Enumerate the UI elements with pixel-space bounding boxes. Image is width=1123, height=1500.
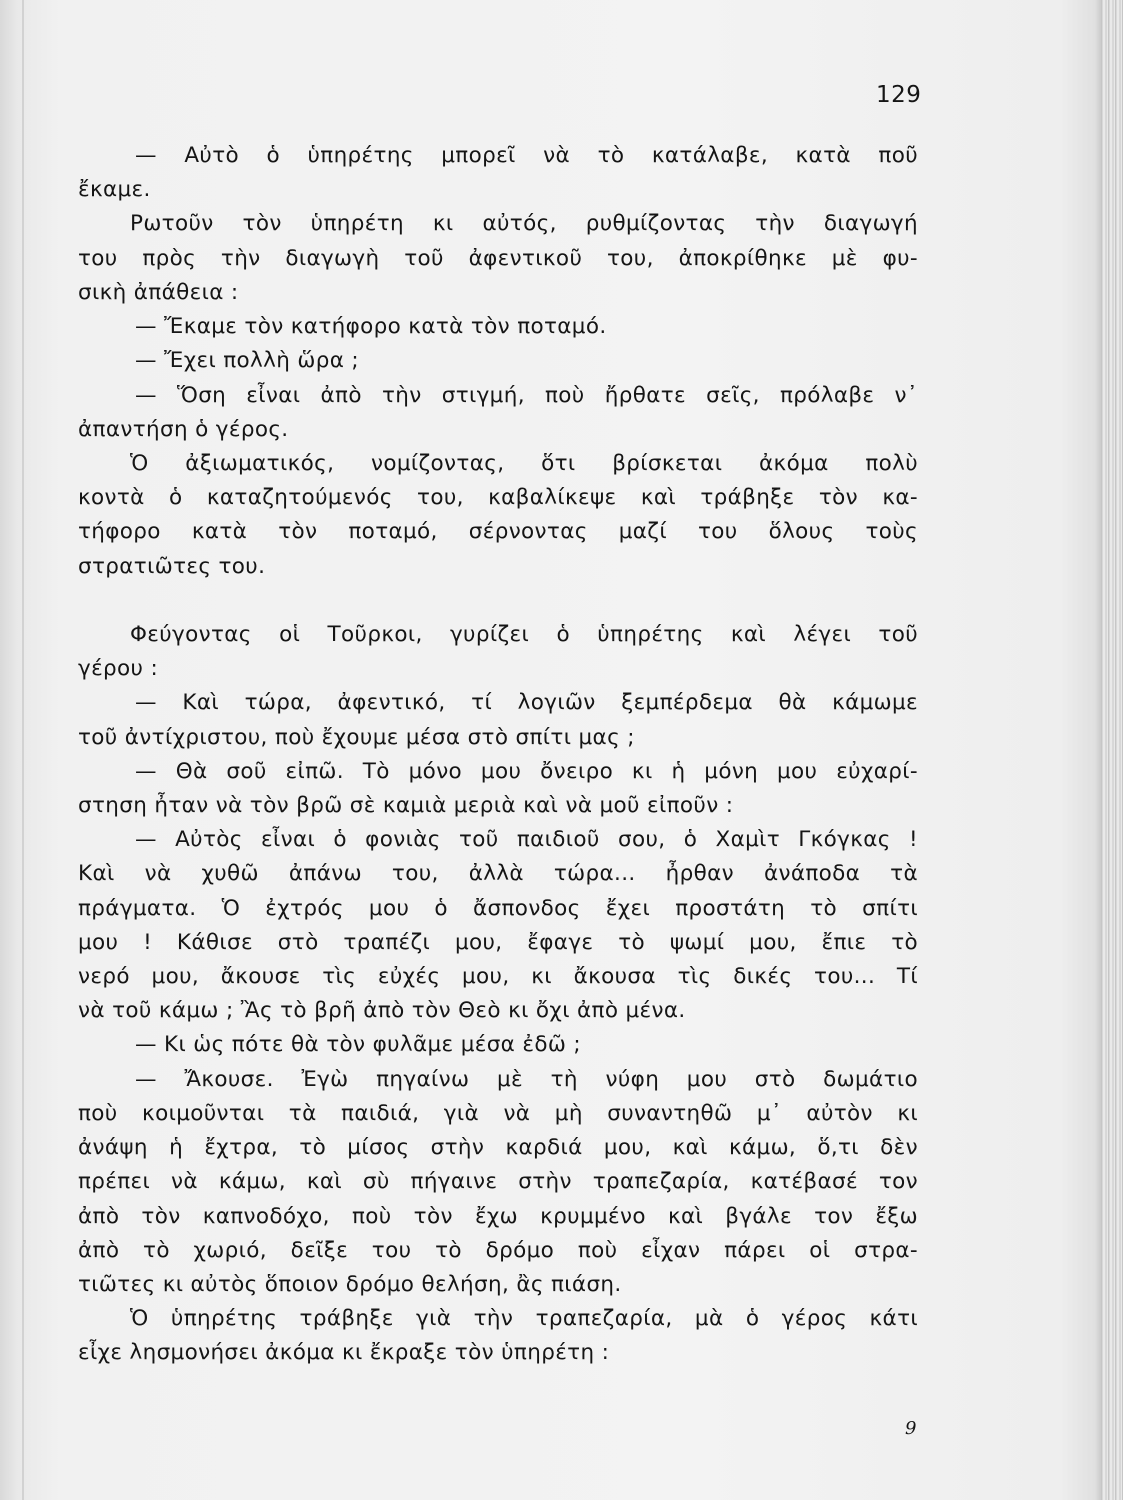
- text-line: — Θὰ σοῦ εἰπῶ. Τὸ μόνο μου ὄνειρο κι ἡ μόνη μου εὐχαρί-: [135, 758, 918, 784]
- text-line: πράγματα. Ὁ ἐχτρός μου ὁ ἄσπονδος ἔχει προστάτη τὸ σπίτι: [78, 895, 918, 921]
- text-line: — Αὐτὸ ὁ ὑπηρέτης μπορεῖ νὰ τὸ κατάλαβε, κατὰ ποῦ: [135, 143, 918, 168]
- text-line: νὰ τοῦ κάμω ; Ἂς τὸ βρῆ ἀπὸ τὸν Θεὸ κι ὄχι ἀπὸ μένα.: [78, 998, 686, 1024]
- text-line: — Ἄκουσε. Ἐγὼ πηγαίνω μὲ τὴ νύφη μου στὸ δωμάτιο: [135, 1066, 918, 1092]
- text-line: Ρωτοῦν τὸν ὑπηρέτη κι αὐτός, ρυθμίζοντας τὴν διαγωγή: [130, 211, 918, 237]
- text-line: γέρου :: [78, 656, 159, 682]
- signature-mark: 9: [905, 1418, 917, 1439]
- page-edge-stack: [1101, 0, 1123, 1500]
- page-number: 129: [876, 82, 922, 108]
- text-line: ἀνάψη ἡ ἔχτρα, τὸ μίσος στὴν καρδιά μου, καὶ κάμω, ὅ,τι δὲν: [78, 1135, 918, 1161]
- text-line: πρέπει νὰ κάμω, καὶ σὺ πήγαινε στὴν τραπεζαρία, κατέβασέ τον: [78, 1169, 918, 1195]
- text-line: τήφορο κατὰ τὸν ποταμό, σέρνοντας μαζί του ὅλους τοὺς: [78, 519, 918, 545]
- text-line: ἀπὸ τὸ χωριό, δεῖξε του τὸ δρόμο ποὺ εἶχαν πάρει οἱ στρα-: [78, 1237, 918, 1263]
- text-line: νερό μου, ἄκουσε τὶς εὐχές μου, κι ἄκουσα τὶς δικές του... Τί: [78, 964, 918, 990]
- text-line: μου ! Κάθισε στὸ τραπέζι μου, ἔφαγε τὸ ψωμί μου, ἔπιε τὸ: [78, 929, 918, 955]
- text-line: σικὴ ἀπάθεια :: [78, 279, 239, 305]
- text-line: τοῦ ἀντίχριστου, ποὺ ἔχουμε μέσα στὸ σπίτι μας ;: [78, 724, 635, 750]
- body-text: [78, 139, 918, 1371]
- text-line: τιῶτες κι αὐτὸς ὅποιον δρόμο θελήση, ἂς πιάση.: [78, 1272, 622, 1297]
- text-line: στρατιῶτες του.: [78, 553, 266, 579]
- text-line: — Αὐτὸς εἶναι ὁ φονιὰς τοῦ παιδιοῦ σου, ὁ Χαμὶτ Γκόγκας !: [135, 827, 918, 853]
- text-line: Καὶ νὰ χυθῶ ἀπάνω του, ἀλλὰ τώρα... ἦρθαν ἀνάποδα τὰ: [78, 861, 918, 887]
- text-line: — Ὅση εἶναι ἀπὸ τὴν στιγμή, ποὺ ἤρθατε σεῖς, πρόλαβε ν᾿: [135, 382, 918, 408]
- text-line: — Κι ὡς πότε θὰ τὸν φυλᾶμε μέσα ἐδῶ ;: [135, 1032, 581, 1058]
- text-line: — Καὶ τώρα, ἀφεντικό, τί λογιῶν ξεμπέρδεμα θὰ κάμωμε: [135, 690, 918, 716]
- text-line: ἀπὸ τὸν καπνοδόχο, ποὺ τὸν ἔχω κρυμμένο καὶ βγάλε τον ἔξω: [78, 1203, 918, 1229]
- paragraph-gap: [78, 584, 918, 618]
- text-line: ποὺ κοιμοῦνται τὰ παιδιά, γιὰ νὰ μὴ συναντηθῶ μ᾿ αὐτὸν κι: [78, 1100, 918, 1126]
- text-line: του πρὸς τὴν διαγωγὴ τοῦ ἀφεντικοῦ του, ἀποκρίθηκε μὲ φυ-: [78, 245, 918, 271]
- text-line: Ὁ ὑπηρέτης τράβηξε γιὰ τὴν τραπεζαρία, μὰ ὁ γέρος κάτι: [130, 1306, 918, 1332]
- text-line: Φεύγοντας οἱ Τοῦρκοι, γυρίζει ὁ ὑπηρέτης καὶ λέγει τοῦ: [130, 621, 918, 647]
- text-line: — Ἔκαμε τὸν κατήφορο κατὰ τὸν ποταμό.: [135, 314, 607, 340]
- text-line: κοντὰ ὁ καταζητούμενός του, καβαλίκεψε καὶ τράβηξε τὸν κα-: [78, 485, 918, 511]
- text-line: ἔκαμε.: [78, 177, 151, 203]
- text-line: — Ἔχει πολλὴ ὥρα ;: [135, 348, 360, 374]
- text-line: ἀπαντήση ὁ γέρος.: [78, 416, 289, 442]
- binding-gutter-shadow: [22, 0, 24, 1500]
- text-line: στηση ἦταν νὰ τὸν βρῶ σὲ καμιὰ μεριὰ καὶ νὰ μοῦ εἰποῦν :: [78, 792, 734, 818]
- text-line: εἶχε λησμονήσει ἀκόμα κι ἔκραξε τὸν ὑπηρέτη :: [78, 1340, 610, 1366]
- text-line: Ὁ ἀξιωματικός, νομίζοντας, ὅτι βρίσκεται ἀκόμα πολὺ: [130, 450, 918, 476]
